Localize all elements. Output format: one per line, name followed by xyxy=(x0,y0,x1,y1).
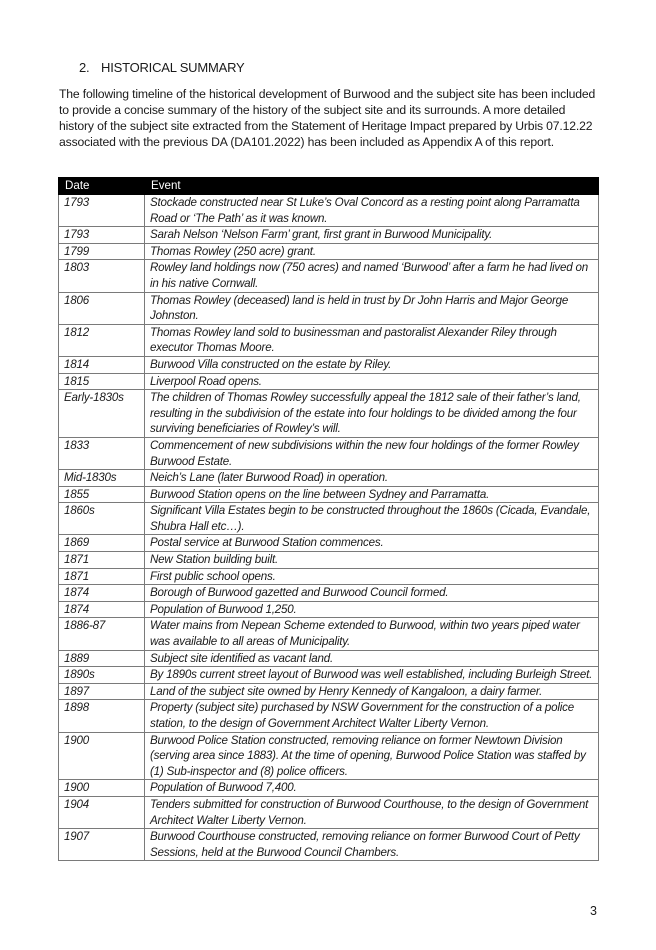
date-cell: 1812 xyxy=(59,324,145,356)
table-row xyxy=(59,796,599,828)
section-number: 2. xyxy=(79,60,90,75)
event-column-header: Event xyxy=(145,178,599,195)
table-row xyxy=(59,260,599,292)
date-cell: Mid-1830s xyxy=(59,470,145,487)
event-cell: Thomas Rowley land sold to businessman and pastoralist Alexander Riley through executor Thomas Moore. xyxy=(145,324,599,356)
date-cell: 1869 xyxy=(59,535,145,552)
table-row xyxy=(59,227,599,244)
date-cell: 1897 xyxy=(59,683,145,700)
event-cell: Subject site identified as vacant land. xyxy=(145,650,599,667)
event-cell: Land of the subject site owned by Henry Kennedy of Kangaloon, a dairy farmer. xyxy=(145,683,599,700)
event-cell: Significant Villa Estates begin to be constructed throughout the 1860s (Cicada, Evandale, Shubra Hall etc…). xyxy=(145,503,599,535)
date-cell: 1871 xyxy=(59,568,145,585)
table-row xyxy=(59,601,599,618)
event-cell: Thomas Rowley (deceased) land is held in trust by Dr John Harris and Major George Johnston. xyxy=(145,292,599,324)
date-cell: 1803 xyxy=(59,260,145,292)
table-row xyxy=(59,324,599,356)
event-cell: First public school opens. xyxy=(145,568,599,585)
event-cell: Sarah Nelson ‘Nelson Farm’ grant, first grant in Burwood Municipality. xyxy=(145,227,599,244)
date-cell: 1886-87 xyxy=(59,618,145,650)
date-cell: 1900 xyxy=(59,780,145,797)
table-row xyxy=(59,535,599,552)
date-cell: Early-1830s xyxy=(59,390,145,438)
event-cell: The children of Thomas Rowley successfully appeal the 1812 sale of their father’s land, resulting in the subdivision of the estate into four holdings to be divided among the four surviving beneficiaries of Rowley’s will. xyxy=(145,390,599,438)
table-row xyxy=(59,195,599,227)
date-cell: 1874 xyxy=(59,601,145,618)
table-row xyxy=(59,829,599,861)
table-header-row xyxy=(59,178,599,195)
table-row xyxy=(59,700,599,732)
table-row xyxy=(59,470,599,487)
event-cell: Postal service at Burwood Station commences. xyxy=(145,535,599,552)
section-heading xyxy=(79,60,245,75)
table-row xyxy=(59,732,599,780)
timeline-table xyxy=(58,177,599,861)
event-cell: Neich’s Lane (later Burwood Road) in operation. xyxy=(145,470,599,487)
table-row xyxy=(59,356,599,373)
table-row xyxy=(59,683,599,700)
event-cell: Borough of Burwood gazetted and Burwood Council formed. xyxy=(145,585,599,602)
table-row xyxy=(59,292,599,324)
date-cell: 1898 xyxy=(59,700,145,732)
event-cell: Burwood Courthouse constructed, removing reliance on former Burwood Court of Petty Sessions, held at the Burwood Council Chambers. xyxy=(145,829,599,861)
date-cell: 1889 xyxy=(59,650,145,667)
event-cell: Property (subject site) purchased by NSW Government for the construction of a police station, to the design of Government Architect Walter Liberty Vernon. xyxy=(145,700,599,732)
date-cell: 1890s xyxy=(59,667,145,684)
event-cell: Population of Burwood 7,400. xyxy=(145,780,599,797)
event-cell: Burwood Station opens on the line between Sydney and Parramatta. xyxy=(145,486,599,503)
date-cell: 1907 xyxy=(59,829,145,861)
event-cell: By 1890s current street layout of Burwood was well established, including Burleigh Street. xyxy=(145,667,599,684)
date-cell: 1793 xyxy=(59,195,145,227)
table-row xyxy=(59,780,599,797)
table-row xyxy=(59,618,599,650)
event-cell: Thomas Rowley (250 acre) grant. xyxy=(145,243,599,260)
intro-paragraph: The following timeline of the historical development of Burwood and the subject site has been included to provide a concise summary of the history of the subject site and its surrounds. A more detailed history of the subject site extracted from the Statement of Heritage Impact prepared by Urbis 07.12.22 associated with the previous DA (DA101.2022) has been included as Appendix A of this report. xyxy=(59,87,596,149)
event-cell: Rowley land holdings now (750 acres) and named ‘Burwood’ after a farm he had lived on in his native Cornwall. xyxy=(145,260,599,292)
event-cell: Liverpool Road opens. xyxy=(145,373,599,390)
event-cell: Water mains from Nepean Scheme extended to Burwood, within two years piped water was available to all areas of Municipality. xyxy=(145,618,599,650)
table-row xyxy=(59,585,599,602)
table-row xyxy=(59,390,599,438)
event-cell: Burwood Villa constructed on the estate by Riley. xyxy=(145,356,599,373)
event-cell: New Station building built. xyxy=(145,552,599,569)
date-cell: 1904 xyxy=(59,796,145,828)
table-row xyxy=(59,373,599,390)
table-row xyxy=(59,667,599,684)
event-cell: Population of Burwood 1,250. xyxy=(145,601,599,618)
table-row xyxy=(59,650,599,667)
timeline-body xyxy=(59,195,599,861)
event-cell: Burwood Police Station constructed, removing reliance on former Newtown Division (serving area since 1883). At the time of opening, Burwood Police Station was staffed by (1) Sub-inspector and (8) police officers. xyxy=(145,732,599,780)
date-column-header: Date xyxy=(59,178,145,195)
date-cell: 1833 xyxy=(59,437,145,469)
date-cell: 1799 xyxy=(59,243,145,260)
table-row xyxy=(59,243,599,260)
date-cell: 1815 xyxy=(59,373,145,390)
section-title: HISTORICAL SUMMARY xyxy=(101,60,245,75)
table-row xyxy=(59,486,599,503)
date-cell: 1806 xyxy=(59,292,145,324)
page-number: 3 xyxy=(590,904,597,918)
event-cell: Tenders submitted for construction of Burwood Courthouse, to the design of Government Architect Walter Liberty Vernon. xyxy=(145,796,599,828)
date-cell: 1860s xyxy=(59,503,145,535)
table-row xyxy=(59,568,599,585)
table-row xyxy=(59,503,599,535)
date-cell: 1793 xyxy=(59,227,145,244)
date-cell: 1855 xyxy=(59,486,145,503)
date-cell: 1874 xyxy=(59,585,145,602)
date-cell: 1871 xyxy=(59,552,145,569)
table-row xyxy=(59,552,599,569)
table-row xyxy=(59,437,599,469)
event-cell: Stockade constructed near St Luke’s Oval Concord as a resting point along Parramatta Road or ‘The Path’ as it was known. xyxy=(145,195,599,227)
event-cell: Commencement of new subdivisions within the new four holdings of the former Rowley Burwood Estate. xyxy=(145,437,599,469)
date-cell: 1900 xyxy=(59,732,145,780)
date-cell: 1814 xyxy=(59,356,145,373)
